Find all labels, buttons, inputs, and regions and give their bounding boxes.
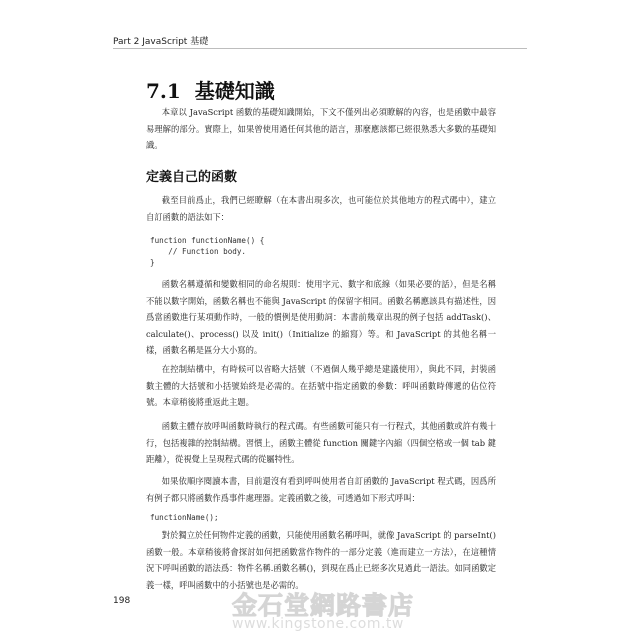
header-rule — [113, 48, 527, 49]
syntax-intro-paragraph: 截至目前爲止，我們已經瞭解（在本書出現多次，也可能位於其他地方的程式碼中），建立自訂函數的語法如下： — [146, 195, 496, 222]
chapter-title-text: 基礎知識 — [194, 79, 275, 103]
calling-functions-paragraph: 如果依順序閱讀本書，目前還沒有看到呼叫使用者自訂函數的 JavaScript 程式碼，因爲所有例子都只將函數作爲事件處理器。定義函數之後，可透過如下形式呼叫： — [146, 476, 496, 503]
chapter-title — [146, 75, 275, 104]
section-heading: 定義自己的函數 — [146, 170, 238, 185]
page-number: 198 — [113, 596, 131, 606]
function-call-code: functionName(); — [150, 513, 219, 522]
running-header: Part 2 JavaScript 基礎 — [113, 37, 209, 47]
watermark-title: 金石堂網路書店 — [232, 591, 415, 620]
chapter-number: 7.1 — [146, 79, 181, 103]
intro-paragraph: 本章以 JavaScript 函數的基礎知識開始，下文不僅列出必須瞭解的內容，也是函數中最容易理解的部分。實際上，如果曾使用過任何其他的語言，那麼應該都已經很熟悉大多數的基礎知識。 — [146, 107, 496, 150]
braces-paragraph: 在控制結構中，有時候可以省略大括號（不過個人幾乎總是建議使用），與此不同，封裝函數主體的大括號和小括號始終是必需的。在括號中指定函數的參數：呼叫函數時傳遞的佔位符號。本章稍後將重返此主題。 — [146, 364, 496, 407]
function-body-paragraph: 函數主體存放呼叫函數時執行的程式碼。有些函數可能只有一行程式，其他函數或許有幾十行，包括複雜的控制結構。習慣上，函數主體從 function 關鍵字內縮（四個空格或一個 tab 鍵距離），從視覺上呈現程式碼的從屬特性。 — [146, 421, 496, 464]
watermark-url: www.kingstone.com.tw — [232, 616, 404, 632]
function-definition-code: function functionName() { // Function body. } — [150, 236, 265, 267]
object-method-paragraph: 對於獨立於任何物件定義的函數，只能使用函數名稱呼叫，就像 JavaScript 的 parseInt() 函數一般。本章稍後將會探討如何把函數當作物件的一部分定義（進而建立一方法），在這種情況下呼叫函數的語法爲：物件名稱.函數名稱()，到現在爲止已經多次見過此一語法。如同函數定義一樣，呼叫函數中的小括號也是必需的。 — [146, 530, 496, 590]
naming-rules-paragraph: 函數名稱遵循和變數相同的命名規則：使用字元、數字和底線（如果必要的話），但是名稱不能以數字開始，函數名稱也不能與 JavaScript 的保留字相同。函數名稱應該具有描述性，因爲當函數進行某項動作時，一般的慣例是使用動詞：本書前幾章出現的例子包括 addTask()、calculate()、process() 以及 init()（Initialize 的縮寫）等。和 JavaScript 的其他名稱一樣，函數名稱是區分大小寫的。 — [146, 279, 496, 355]
